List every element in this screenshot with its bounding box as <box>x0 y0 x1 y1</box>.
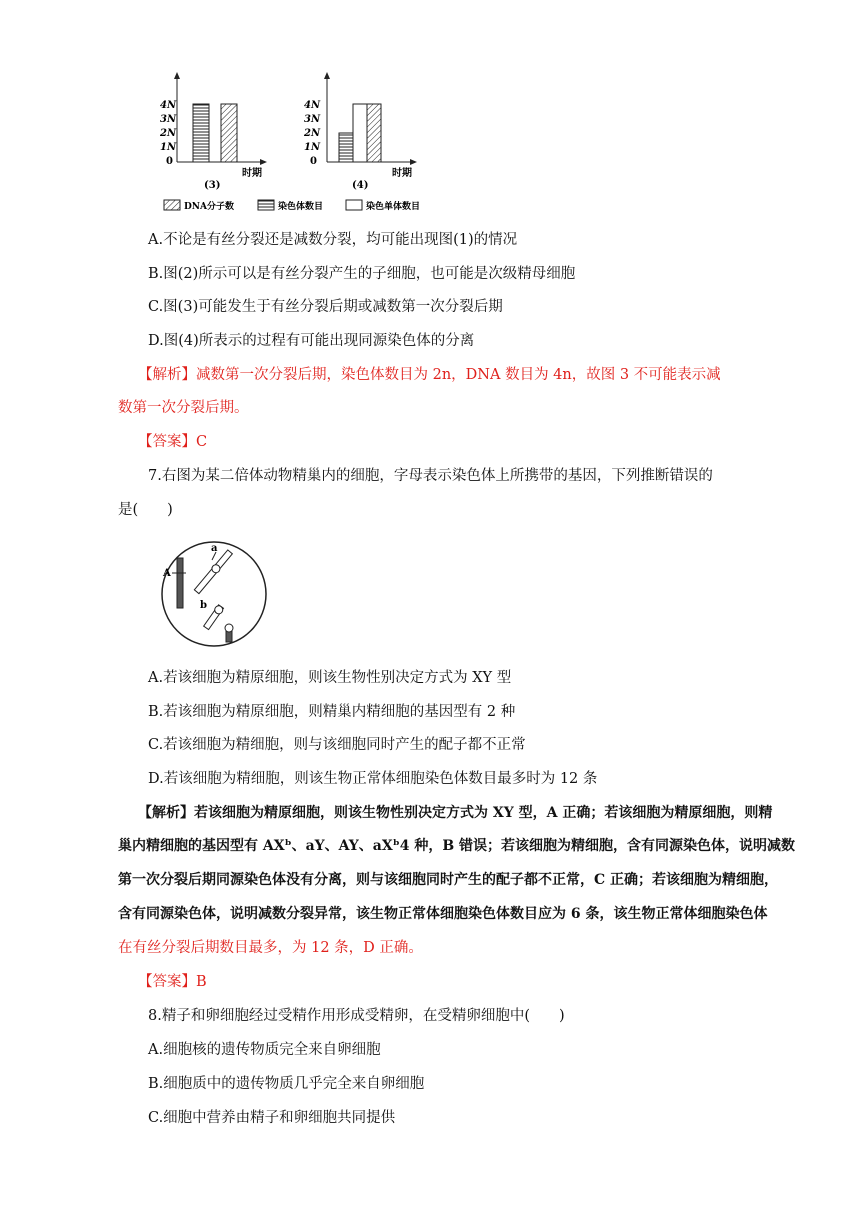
legend-chromosome: 染色体数目 <box>278 202 324 212</box>
y-tick: 3N <box>304 114 321 125</box>
q7-option-a: A.若该细胞为精原细胞，则该生物性别决定方式为 XY 型 <box>148 670 512 686</box>
q6-option-d: D.图(4)所表示的过程有可能出现同源染色体的分离 <box>148 333 475 349</box>
q6-option-b: B.图(2)所示可以是有丝分裂产生的子细胞，也可能是次级精母细胞 <box>148 266 576 282</box>
bar-chromosome <box>193 104 209 162</box>
y-tick: 0 <box>310 156 317 167</box>
q7-analysis-line-5: 在有丝分裂后期数目最多，为 12 条，D 正确。 <box>118 940 423 956</box>
q8-option-a: A.细胞核的遗传物质完全来自卵细胞 <box>148 1042 381 1058</box>
gene-label-A: A <box>163 568 171 579</box>
q8-option-b: B.细胞质中的遗传物质几乎完全来自卵细胞 <box>148 1076 425 1092</box>
q8-stem: 8.精子和卵细胞经过受精作用形成受精卵，在受精卵细胞中( ) <box>148 1008 565 1024</box>
bar-chromosome <box>339 133 353 162</box>
q7-analysis-line-2: 巢内精细胞的基因型有 AXᵇ、aY、AY、aXᵇ4 种，B 错误；若该细胞为精细胞，含有同源染色体，说明减数 <box>118 838 796 854</box>
gene-label-b: b <box>200 600 207 611</box>
y-tick: 4N <box>304 100 321 111</box>
gene-label-a: a <box>211 543 218 554</box>
y-tick: 1N <box>160 142 177 153</box>
q6-option-a: A.不论是有丝分裂还是减数分裂，均可能出现图(1)的情况 <box>148 232 518 248</box>
q6-analysis-line-1: 【解析】减数第一次分裂后期，染色体数目为 2n，DNA 数目为 4n，故图 3 不可能表示减 <box>138 367 721 383</box>
y-tick: 1N <box>304 142 321 153</box>
bar-chart-figure <box>160 68 440 218</box>
legend <box>164 200 420 212</box>
bar-dna <box>367 104 381 162</box>
y-tick: 2N <box>304 128 321 139</box>
chart-label: (3) <box>204 180 221 191</box>
q7-option-b: B.若该细胞为精原细胞，则精巢内精细胞的基因型有 2 种 <box>148 704 516 720</box>
q7-option-d: D.若该细胞为精细胞，则该生物正常体细胞染色体数目最多时为 12 条 <box>148 771 598 787</box>
q6-analysis-line-2: 数第一次分裂后期。 <box>118 400 249 416</box>
x-axis-label: 时期 <box>392 168 412 179</box>
legend-dna: DNA分子数 <box>184 202 235 212</box>
chromosome-A <box>177 558 183 608</box>
y-tick: 3N <box>160 114 177 125</box>
chart-3 <box>160 72 267 191</box>
q7-stem-line-1: 7.右图为某二倍体动物精巢内的细胞，字母表示染色体上所携带的基因，下列推断错误的 <box>148 468 713 484</box>
cell-diagram <box>158 538 270 650</box>
chart-label: (4) <box>352 180 369 191</box>
q7-answer: 【答案】B <box>138 974 207 990</box>
q7-analysis-line-4: 含有同源染色体，说明减数分裂异常，该生物正常体细胞染色体数目应为 6 条，该生物正常体细胞染色体 <box>118 906 768 922</box>
bar-dna <box>221 104 237 162</box>
y-tick: 4N <box>160 100 177 111</box>
q7-analysis-line-3: 第一次分裂后期同源染色体没有分离，则与该细胞同时产生的配子都不正常，C 正确；若该细胞为精细胞， <box>118 872 779 888</box>
q7-stem-line-2: 是( ) <box>118 502 173 518</box>
x-axis-label: 时期 <box>242 168 262 179</box>
q7-option-c: C.若该细胞为精细胞，则与该细胞同时产生的配子都不正常 <box>148 737 526 753</box>
legend-chromatid: 染色单体数目 <box>366 202 421 212</box>
y-tick: 2N <box>160 128 177 139</box>
q8-option-c: C.细胞中营养由精子和卵细胞共同提供 <box>148 1110 396 1126</box>
q6-option-c: C.图(3)可能发生于有丝分裂后期或减数第一次分裂后期 <box>148 299 503 315</box>
y-tick: 0 <box>166 156 173 167</box>
q7-analysis-line-1: 【解析】若该细胞为精原细胞，则该生物性别决定方式为 XY 型，A 正确；若该细胞为精原细胞，则精 <box>138 805 773 821</box>
q6-answer: 【答案】C <box>138 434 208 450</box>
bar-chromatid <box>353 104 367 162</box>
chart-4 <box>303 72 417 191</box>
